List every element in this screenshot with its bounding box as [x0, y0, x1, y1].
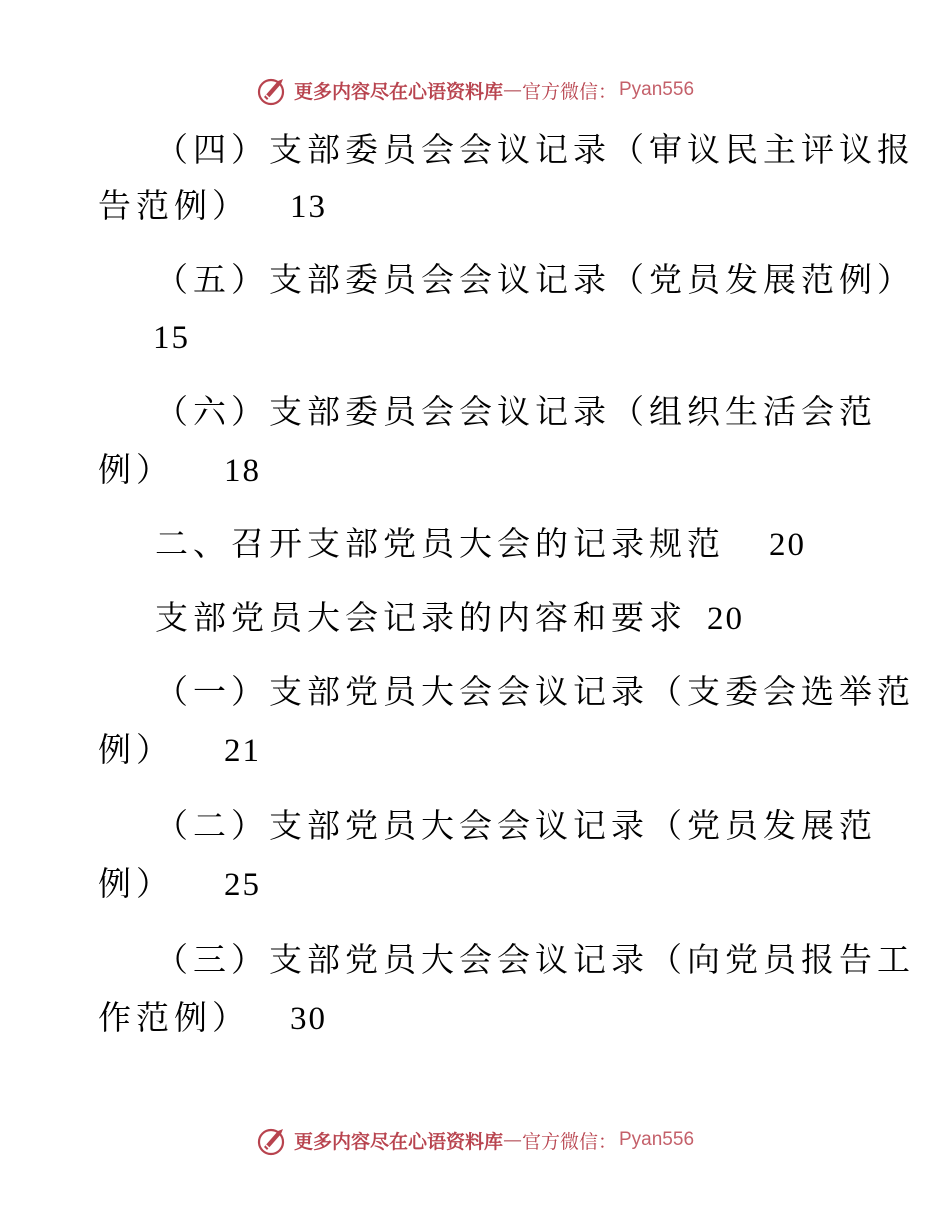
toc-item-2-3-line1: （三）支部党员大会会议记录（向党员报告工 [155, 940, 915, 979]
toc-item-2-3-line2 [98, 998, 327, 1039]
toc-item-2-3-text: 作范例） [98, 998, 250, 1037]
toc-item-6-text: 例） [98, 450, 174, 489]
toc-item-2-2-line2 [98, 864, 261, 905]
toc-item-2-2-line1: （二）支部党员大会会议记录（党员发展范 [155, 806, 877, 845]
watermark-wechat-id: Pyan556 [619, 1129, 695, 1150]
watermark-dash: — [502, 1129, 522, 1151]
watermark-text: 更多内容尽在心语资料库 [293, 80, 503, 103]
toc-section-2 [155, 524, 806, 565]
footer-watermark [0, 1120, 950, 1160]
toc-subsection-page: 20 [707, 601, 744, 637]
watermark-dash: — [502, 79, 522, 101]
toc-item-4-page: 13 [290, 189, 327, 225]
toc-item-4-line2 [98, 186, 327, 227]
watermark-wechat-id: Pyan556 [619, 79, 695, 100]
toc-item-2-1-text: 例） [98, 730, 174, 769]
header-watermark [0, 70, 950, 110]
toc-item-2-2-text: 例） [98, 864, 174, 903]
toc-item-2-1-line2 [98, 730, 261, 771]
watermark-text: 更多内容尽在心语资料库 [293, 1130, 503, 1153]
toc-item-2-3-page: 30 [290, 1001, 327, 1037]
watermark-wechat-label: 官方微信： [521, 80, 617, 103]
toc-item-4-line1: （四）支部委员会会议记录（审议民主评议报 [155, 130, 915, 169]
toc-item-2-1-line1: （一）支部党员大会会议记录（支委会选举范 [155, 672, 915, 711]
toc-section-2-text: 二、召开支部党员大会的记录规范 [155, 524, 725, 563]
toc-subsection [155, 598, 744, 639]
toc-item-4-text: 告范例） [98, 186, 250, 225]
toc-item-2-2-page: 25 [224, 867, 261, 903]
toc-section-2-page: 20 [769, 527, 806, 563]
toc-item-6-line1: （六）支部委员会会议记录（组织生活会范 [155, 392, 877, 431]
toc-item-5-page: 15 [153, 320, 190, 356]
toc-item-6-line2 [98, 450, 261, 491]
pen-logo-icon [256, 1123, 290, 1157]
toc-item-6-page: 18 [224, 453, 261, 489]
toc-subsection-text: 支部党员大会记录的内容和要求 [155, 598, 687, 637]
toc-item-5-line1: （五）支部委员会会议记录（党员发展范例） [155, 260, 915, 299]
toc-item-2-1-page: 21 [224, 733, 261, 769]
watermark-wechat-label: 官方微信： [521, 1130, 617, 1153]
pen-logo-icon [256, 73, 290, 107]
